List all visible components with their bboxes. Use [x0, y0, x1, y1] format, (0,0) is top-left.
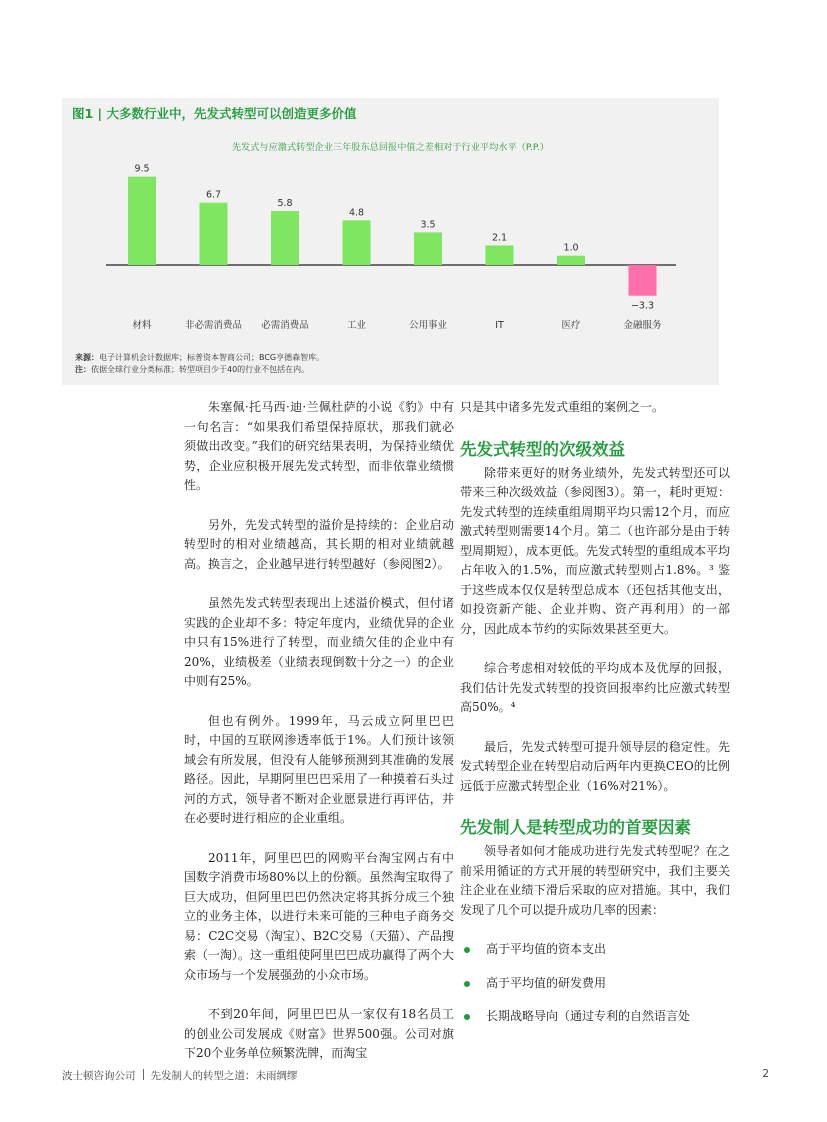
- figure-notes: [75, 352, 324, 376]
- footer-company: 波士顿咨询公司: [62, 1070, 136, 1082]
- data-label: 1.0: [563, 242, 579, 254]
- data-label: 6.7: [205, 189, 222, 201]
- bar: [343, 220, 371, 265]
- data-label: 9.5: [134, 163, 150, 175]
- bullet-list: [460, 940, 730, 1027]
- category-label: 公用事业: [408, 320, 448, 331]
- page-number: 2: [762, 1068, 769, 1080]
- category-label: IT: [495, 320, 504, 331]
- body-paragraph: 领导者如何才能成功进行先发式转型呢？在之前采用循证的方式开展的转型研究中，我们主要关注企业在业绩下滑后采取的应对措施。其中，我们发现了几个可以提升成功几率的因素：: [460, 844, 730, 917]
- left-column: [184, 398, 454, 1084]
- list-item: 长期战略导向（通过专利的自然语言处: [460, 1007, 730, 1027]
- body-paragraph: 不到20年间，阿里巴巴从一家仅有18名员工的创业公司发展成《财富》世界500强。公司对旗下20个业务单位频繁洗牌，而淘宝: [184, 1007, 454, 1060]
- footer-divider: [143, 1069, 144, 1080]
- body-paragraph: 朱塞佩·托马西·迪·兰佩杜萨的小说《豹》中有一句名言：“如果我们希望保持原状，那我们就必须做出改变。”我们的研究结果表明，为保持业绩优势，企业应积极开展先发式转型，而非依靠业绩惯性。: [184, 400, 454, 492]
- footnote: 注：依据全球行业分类标准；转型项目少于40的行业不包括在内。: [75, 365, 310, 374]
- bar: [486, 245, 514, 265]
- list-item: 高于平均值的资本支出: [460, 940, 730, 960]
- right-column: [460, 398, 730, 1041]
- body-paragraph: 最后，先发式转型可提升领导层的稳定性。先发式转型企业在转型启动后两年内更换CEO的比例远低于应激式转型企业（16%对21%）。: [460, 739, 730, 793]
- figure-title: 图1 | 大多数行业中，先发式转型可以创造更多价值: [72, 106, 357, 121]
- body-paragraph: 2011年，阿里巴巴的网购平台淘宝网占有中国数字消费市场80%以上的份额。虽然淘宝取得了巨大成功，但阿里巴巴仍然决定将其拆分成三个独立的业务主体，以进行未来可能的三种电子商务交易：C2C交易（淘宝）、B2C交易（天猫）、产品搜索（一淘）。这一重组使阿里巴巴成功赢得了两个大众市场与一个发展强劲的小众市场。: [184, 850, 455, 982]
- bar: [128, 177, 156, 265]
- bar: [271, 211, 299, 265]
- data-label: 4.8: [348, 207, 365, 219]
- chart-subtitle: 先发式与应激式转型企业三年股东总回报中值之差相对于行业平均水平（P.P.）: [231, 142, 550, 153]
- data-label: 5.8: [277, 198, 293, 210]
- figure-panel: [62, 98, 719, 385]
- data-label: 3.5: [420, 219, 436, 231]
- category-label: 材料: [132, 320, 152, 331]
- bullet-icon: [464, 1014, 470, 1020]
- body-paragraph: 但也有例外。1999年，马云成立阿里巴巴时，中国的互联网渗透率低于1%。人们预计该领域会有所发展，但没有人能够预测到其准确的发展路径。因此，早期阿里巴巴采用了一种摸着石头过河的方式，领导者不断对企业愿景进行再评估，并在必要时进行相应的企业重组。: [184, 713, 454, 825]
- body-paragraph: 另外，先发式转型的溢价是持续的：企业启动转型时的相对业绩越高，其长期的相对业绩就越高。换言之，企业越早进行转型越好（参阅图2）。: [184, 517, 454, 571]
- bullet-icon: [464, 947, 470, 953]
- section-heading: 先发制人是转型成功的首要因素: [460, 818, 691, 837]
- source-note: 来源：电子计算机会计数据库；标普资本智商公司；BCG亨德森智库。: [75, 353, 325, 362]
- section-heading: 先发式转型的次级效益: [460, 439, 625, 459]
- list-item: 高于平均值的研发费用: [460, 974, 730, 994]
- bar-chart: [62, 98, 719, 348]
- bar: [629, 265, 657, 296]
- bar: [200, 203, 228, 265]
- category-label: 金融服务: [623, 320, 662, 331]
- body-paragraph: 虽然先发式转型表现出上述溢价模式，但付诸实践的企业却不多：特定年度内，业绩优异的企业中只有15%进行了转型，而业绩欠佳的企业中有20%，业绩极差（业绩表现倒数十分之一）的企业中则有25%。: [184, 596, 454, 688]
- bar: [557, 256, 585, 265]
- footer-text: [62, 1068, 298, 1083]
- category-label: 必需消费品: [261, 320, 309, 331]
- body-paragraph: 除带来更好的财务业绩外，先发式转型还可以带来三种次级效益（参阅图3）。第一，耗时更短：先发式转型的连续重组周期平均只需12个月，而应激式转型则需要14个月。第二（也许部分是由于转型周期短），成本更低。先发式转型的重组成本平均占年收入的1.5%，而应激式转型则占1.8%。³ 鉴于这些成本仅仅是转型总成本（还包括其他支出，如投资新产能、企业并购、资产再利用）的一部分，因此成本节约的实际效果甚至更大。: [460, 465, 731, 636]
- data-label: −3.3: [630, 300, 655, 312]
- footer-report-title: 先发制人的转型之道：未雨绸缪: [150, 1070, 298, 1082]
- category-label: 非必需消费品: [184, 320, 243, 331]
- bar: [414, 232, 442, 265]
- data-label: 2.1: [491, 232, 508, 244]
- bullet-icon: [464, 981, 470, 987]
- continued-paragraph: 只是其中诸多先发式重组的案例之一。: [460, 400, 665, 414]
- category-label: 医疗: [561, 320, 581, 331]
- body-paragraph: 综合考虑相对较低的平均成本及优厚的回报，我们估计先发式转型的投资回报率约比应激式转型高50%。⁴: [460, 661, 730, 714]
- category-label: 工业: [346, 320, 367, 331]
